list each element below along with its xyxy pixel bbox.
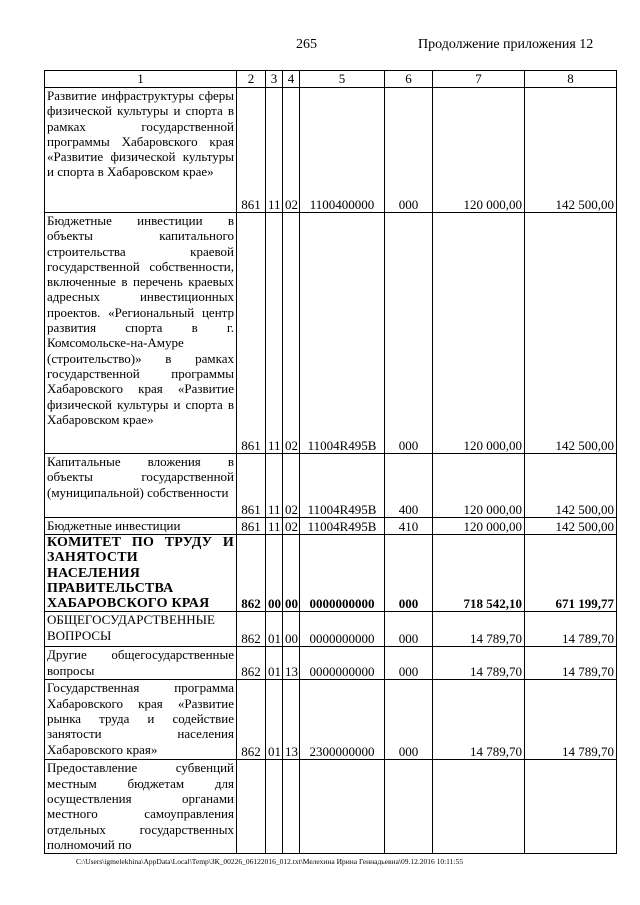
cell-expense-type: 000 xyxy=(385,612,433,647)
row-name: ОБЩЕГОСУДАРСТВЕННЫЕ ВОПРОСЫ xyxy=(45,612,237,647)
cell-section: 11 xyxy=(266,213,283,454)
table-row xyxy=(45,213,617,454)
table-row xyxy=(45,88,617,213)
continuation-title: Продолжение приложения 12 xyxy=(418,37,594,52)
table-row xyxy=(45,647,617,680)
cell-amount-2: 14 789,70 xyxy=(525,612,617,647)
cell-target: 11004R495B xyxy=(300,213,385,454)
table-row xyxy=(45,454,617,518)
row-name: Развитие инфраструктуры сферы физической культуры и спорта в рамках государственной программы Хабаровского края «Развитие физической культуры и спорта в Хабаровском крае» xyxy=(45,88,237,213)
cell-expense-type: 400 xyxy=(385,454,433,518)
cell-amount-2: 142 500,00 xyxy=(525,213,617,454)
cell-target: 11004R495B xyxy=(300,518,385,535)
cell-ministry: 861 xyxy=(237,454,266,518)
cell-amount-2: 14 789,70 xyxy=(525,647,617,680)
page-number: 265 xyxy=(296,37,317,52)
column-header: 2 xyxy=(237,71,266,88)
cell-amount-1: 14 789,70 xyxy=(433,680,525,760)
cell-expense-type: 000 xyxy=(385,213,433,454)
cell-expense-type: 000 xyxy=(385,535,433,612)
cell-expense-type: 000 xyxy=(385,88,433,213)
cell-ministry xyxy=(237,760,266,854)
cell-subsection: 02 xyxy=(283,213,300,454)
cell-ministry: 862 xyxy=(237,680,266,760)
cell-amount-2: 142 500,00 xyxy=(525,88,617,213)
column-header: 4 xyxy=(283,71,300,88)
table-row xyxy=(45,535,617,612)
cell-target: 11004R495B xyxy=(300,454,385,518)
cell-ministry: 861 xyxy=(237,213,266,454)
cell-section: 01 xyxy=(266,680,283,760)
cell-subsection: 02 xyxy=(283,88,300,213)
table-row xyxy=(45,760,617,854)
cell-amount-2: 14 789,70 xyxy=(525,680,617,760)
cell-ministry: 861 xyxy=(237,88,266,213)
column-header: 5 xyxy=(300,71,385,88)
cell-amount-1: 718 542,10 xyxy=(433,535,525,612)
cell-amount-1: 14 789,70 xyxy=(433,612,525,647)
column-header: 7 xyxy=(433,71,525,88)
row-name: Предоставление субвенций местным бюджетам для осуществления органами местного самоуправления отдельных государственных полномочий по xyxy=(45,760,237,854)
row-name: Капитальные вложения в объекты государственной (муниципальной) собственности xyxy=(45,454,237,518)
cell-amount-2: 142 500,00 xyxy=(525,518,617,535)
cell-expense-type: 000 xyxy=(385,680,433,760)
cell-subsection: 00 xyxy=(283,535,300,612)
row-name: Государственная программа Хабаровского края «Развитие рынка труда и содействие занятости населения Хабаровского края» xyxy=(45,680,237,760)
table-row xyxy=(45,612,617,647)
cell-section xyxy=(266,760,283,854)
row-name: Бюджетные инвестиции в объекты капитального строительства краевой государственной собственности, включенные в перечень краевых адресных инвестиционных проектов. «Региональный центр развития спорта в г. Комсомольске-на-Амуре (строительство)» в рамках государственной программы Хабаровского края «Развитие физической культуры и спорта в Хабаровском крае» xyxy=(45,213,237,454)
column-header: 8 xyxy=(525,71,617,88)
cell-expense-type: 000 xyxy=(385,647,433,680)
budget-table xyxy=(44,70,617,854)
cell-amount-2: 142 500,00 xyxy=(525,454,617,518)
cell-section: 01 xyxy=(266,612,283,647)
table-header-row xyxy=(45,71,617,88)
table-row xyxy=(45,680,617,760)
row-name: Другие общегосударственные вопросы xyxy=(45,647,237,680)
row-name: КОМИТЕТ ПО ТРУДУ И ЗАНЯТОСТИ НАСЕЛЕНИЯ ПРАВИТЕЛЬСТВА ХАБАРОВСКОГО КРАЯ xyxy=(45,535,237,612)
cell-expense-type: 410 xyxy=(385,518,433,535)
cell-amount-1: 120 000,00 xyxy=(433,518,525,535)
cell-amount-2 xyxy=(525,760,617,854)
table-row xyxy=(45,518,617,535)
cell-target: 0000000000 xyxy=(300,647,385,680)
cell-expense-type xyxy=(385,760,433,854)
cell-amount-1: 120 000,00 xyxy=(433,88,525,213)
cell-ministry: 862 xyxy=(237,535,266,612)
cell-section: 01 xyxy=(266,647,283,680)
cell-subsection: 02 xyxy=(283,454,300,518)
column-header: 6 xyxy=(385,71,433,88)
column-header: 1 xyxy=(45,71,237,88)
cell-subsection: 13 xyxy=(283,647,300,680)
cell-section: 11 xyxy=(266,518,283,535)
cell-amount-1 xyxy=(433,760,525,854)
cell-section: 00 xyxy=(266,535,283,612)
cell-target: 2300000000 xyxy=(300,680,385,760)
cell-section: 11 xyxy=(266,88,283,213)
footer-file-path: C:\Users\igmelekhina\AppData\Local\Temp\ЗК_00226_06122016_012.txt\Мелехина Ирина Геннадьевна\09.12.2016 10:11:55 xyxy=(76,857,463,866)
cell-target: 0000000000 xyxy=(300,535,385,612)
cell-section: 11 xyxy=(266,454,283,518)
row-name: Бюджетные инвестиции xyxy=(45,518,237,535)
cell-ministry: 862 xyxy=(237,647,266,680)
cell-subsection: 02 xyxy=(283,518,300,535)
cell-subsection xyxy=(283,760,300,854)
cell-amount-1: 120 000,00 xyxy=(433,454,525,518)
cell-subsection: 00 xyxy=(283,612,300,647)
cell-ministry: 861 xyxy=(237,518,266,535)
cell-target: 1100400000 xyxy=(300,88,385,213)
cell-target xyxy=(300,760,385,854)
cell-subsection: 13 xyxy=(283,680,300,760)
cell-amount-1: 14 789,70 xyxy=(433,647,525,680)
column-header: 3 xyxy=(266,71,283,88)
cell-ministry: 862 xyxy=(237,612,266,647)
cell-amount-1: 120 000,00 xyxy=(433,213,525,454)
cell-target: 0000000000 xyxy=(300,612,385,647)
cell-amount-2: 671 199,77 xyxy=(525,535,617,612)
